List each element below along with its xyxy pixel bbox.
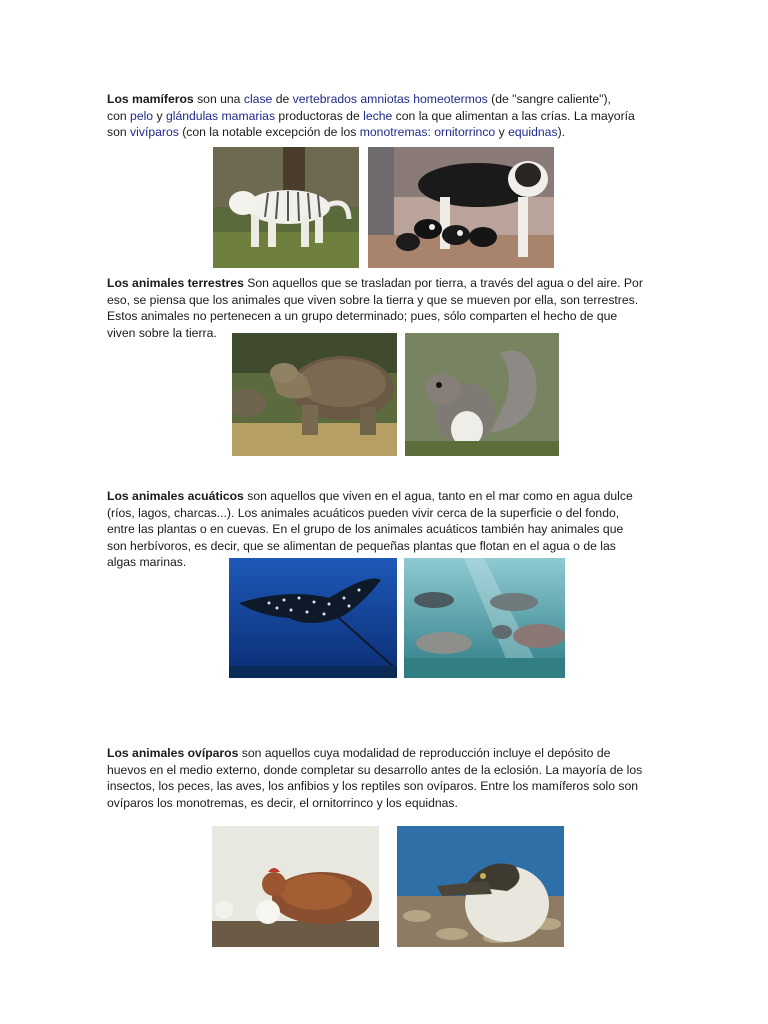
text-run: y [495, 125, 509, 139]
paragraph-terrestres [107, 275, 667, 341]
paragraph-mamiferos [107, 91, 667, 141]
text-run: eso, se piensa que los animales que viven sobre la tierra y que se mueven por ella, son terrestres. [107, 292, 639, 307]
inline-link[interactable]: pelo [130, 108, 154, 123]
text-run: insectos, los peces, las aves, los anfibios y los reptiles son ovíparos. Entre los mamíferos solo son [107, 779, 639, 793]
text-run: Son aquellos que se trasladan por tierra, a través del agua o del aire. Por [243, 276, 643, 290]
text-run: productoras de [275, 108, 364, 123]
text-run: ). [557, 125, 566, 139]
inline-link[interactable]: vivíparos [130, 125, 179, 139]
text-run: viven sobre la tierra. [107, 325, 217, 340]
text-run: son aquellos cuya modalidad de reproducción incluye el depósito de [238, 746, 611, 760]
white-tiger-image [213, 147, 359, 268]
text-run: con la que alimentan a las crías. La mayoría [392, 108, 635, 123]
inline-link[interactable]: equidnas [508, 125, 558, 139]
squirrel-image [405, 333, 559, 456]
text-run: Estos animales no pertenecen a un grupo determinado; pues, sólo comparten el hecho de que [107, 309, 618, 323]
text-run: algas marinas. [107, 555, 187, 569]
dog-nursing-puppies-image [368, 147, 554, 268]
bold-heading: Los animales terrestres [107, 276, 244, 290]
text-run: entre las plantas o en cuevas. En el grupo de los animales acuáticos también hay animales que [107, 522, 624, 536]
eagle-ray-image [229, 558, 397, 678]
text-run: son aquellos que viven en el agua, tanto en el mar como en agua dulce [243, 489, 633, 503]
inline-link[interactable]: monotremas: ornitorrinco [359, 125, 496, 139]
text-run: son una [193, 92, 244, 106]
bold-heading: Los animales ovíparos [107, 746, 239, 760]
text-run: son [107, 125, 131, 139]
bold-heading: Los animales acuáticos [107, 489, 244, 503]
inline-link[interactable]: clase [243, 92, 273, 106]
inline-link[interactable]: glándulas mamarias [165, 108, 276, 123]
text-run: (de "sangre caliente"), [487, 92, 611, 106]
bold-heading: Los mamíferos [107, 92, 194, 106]
paragraph-oviparos [107, 745, 667, 811]
text-run: son herbívoros, es decir, que se alimentan de pequeñas plantas que flotan en el agua o de las [107, 538, 616, 553]
text-run: de [272, 92, 293, 106]
text-run: (con la notable excepción de los [178, 125, 360, 139]
sea-lions-image [404, 558, 565, 678]
inline-link[interactable]: vertebrados amniotas homeotermos [292, 92, 488, 106]
text-run: ovíparos los monotremas, es decir, el ornitorrinco y los equidnas. [107, 795, 458, 810]
text-run: huevos en el medio externo, donde completar su desarrollo antes de la eclosión. La mayoría de los [107, 762, 643, 777]
text-run: con [107, 108, 131, 123]
hen-with-eggs-image [212, 826, 379, 947]
text-run: y [153, 108, 166, 123]
text-run: (ríos, lagos, charcas...). Los animales acuáticos pueden vivir cerca de la superficie o del fondo, [107, 505, 620, 520]
crocodile-hatching-image [397, 826, 564, 947]
inline-link[interactable]: leche [363, 108, 393, 123]
giant-tortoise-image [232, 333, 397, 456]
